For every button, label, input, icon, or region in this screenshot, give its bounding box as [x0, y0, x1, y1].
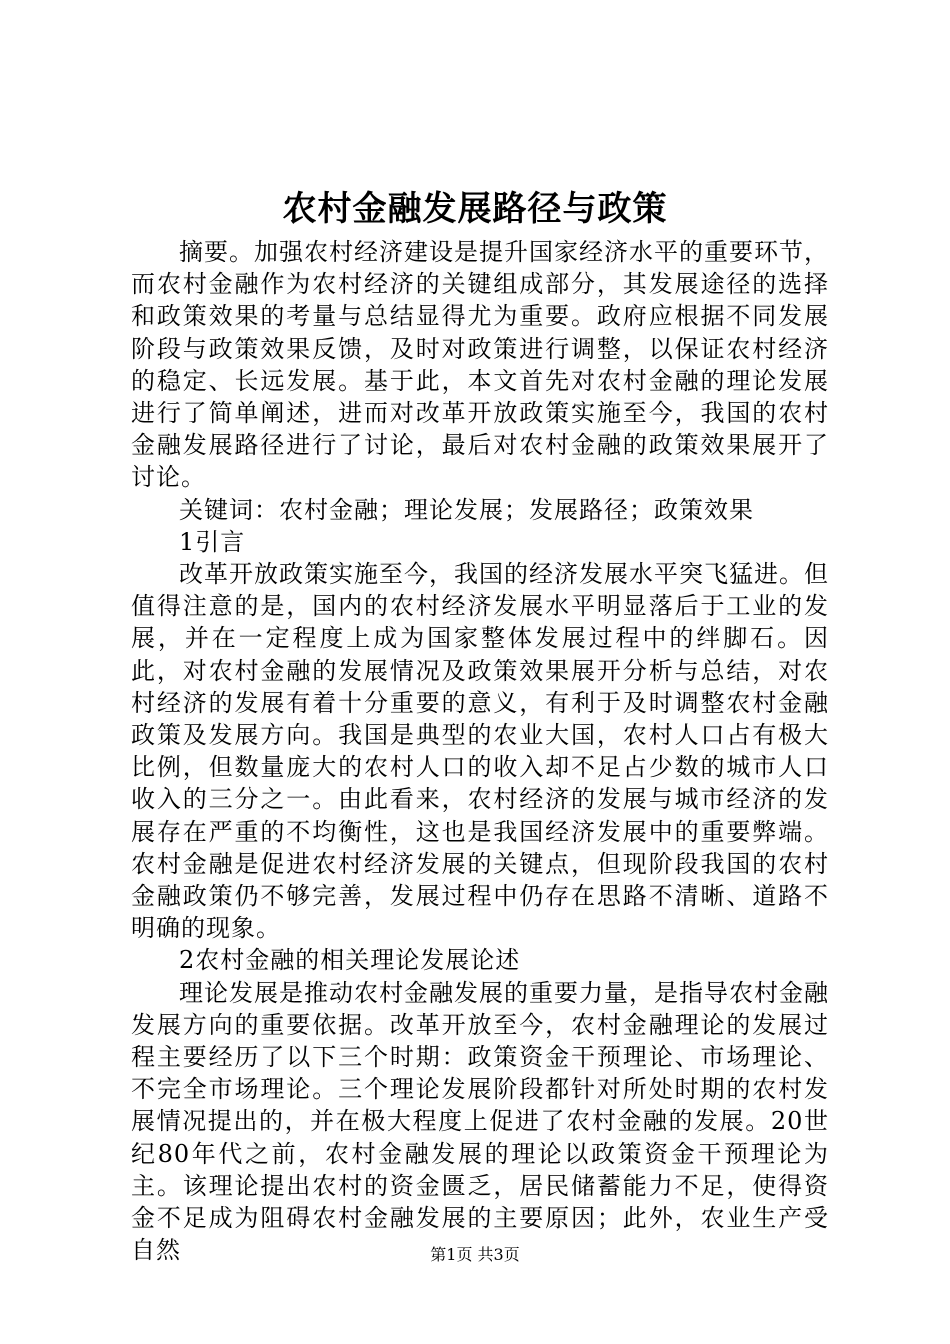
section-heading-introduction: 1引言	[179, 527, 246, 556]
document-title: 农村金融发展路径与政策	[282, 189, 668, 229]
abstract-paragraph: 摘要。加强农村经济建设是提升国家经济水平的重要环节，而农村金融作为农村经济的关键组成部分，其发展途径的选择和政策效果的考量与总结显得尤为重要。政府应根据不同发展阶段与政策效果反馈，及时对政策进行调整，以保证农村经济的稳定、长远发展。基于此，本文首先对农村金融的理论发展进行了简单阐述，进而对改革开放政策实施至今，我国的农村金融发展路径进行了讨论，最后对农村金融的政策效果展开了讨论。	[131, 238, 829, 492]
keywords-paragraph: 关键词：农村金融；理论发展；发展路径；政策效果	[179, 495, 754, 524]
page-footer: 第1页 共3页	[430, 1245, 520, 1264]
introduction-paragraph: 改革开放政策实施至今，我国的经济发展水平突飞猛进。但值得注意的是，国内的农村经济发展水平明显落后于工业的发展，并在一定程度上成为国家整体发展过程中的绊脚石。因此，对农村金融的发展情况及政策效果展开分析与总结，对农村经济的发展有着十分重要的意义，有利于及时调整农村金融政策及发展方向。我国是典型的农业大国，农村人口占有极大比例，但数量庞大的农村人口的收入却不足占少数的城市人口收入的三分之一。由此看来，农村经济的发展与城市经济的发展存在严重的不均衡性，这也是我国经济发展中的重要弊端。农村金融是促进农村经济发展的关键点，但现阶段我国的农村金融政策仍不够完善，发展过程中仍存在思路不清晰、道路不明确的现象。	[131, 560, 829, 943]
document-body	[131, 236, 829, 1267]
theory-paragraph: 理论发展是推动农村金融发展的重要力量，是指导农村金融发展方向的重要依据。改革开放至今，农村金融理论的发展过程主要经历了以下三个时期：政策资金干预理论、市场理论、不完全市场理论。三个理论发展阶段都针对所处时期的农村发展情况提出的，并在极大程度上促进了农村金融的发展。20世纪80年代之前，农村金融发展的理论以政策资金干预理论为主。该理论提出农村的资金匮乏，居民储蓄能力不足，使得资金不足成为阻碍农村金融发展的主要原因；此外，农业生产受自然	[131, 978, 829, 1265]
section-heading-theory: 2农村金融的相关理论发展论述	[179, 946, 521, 975]
